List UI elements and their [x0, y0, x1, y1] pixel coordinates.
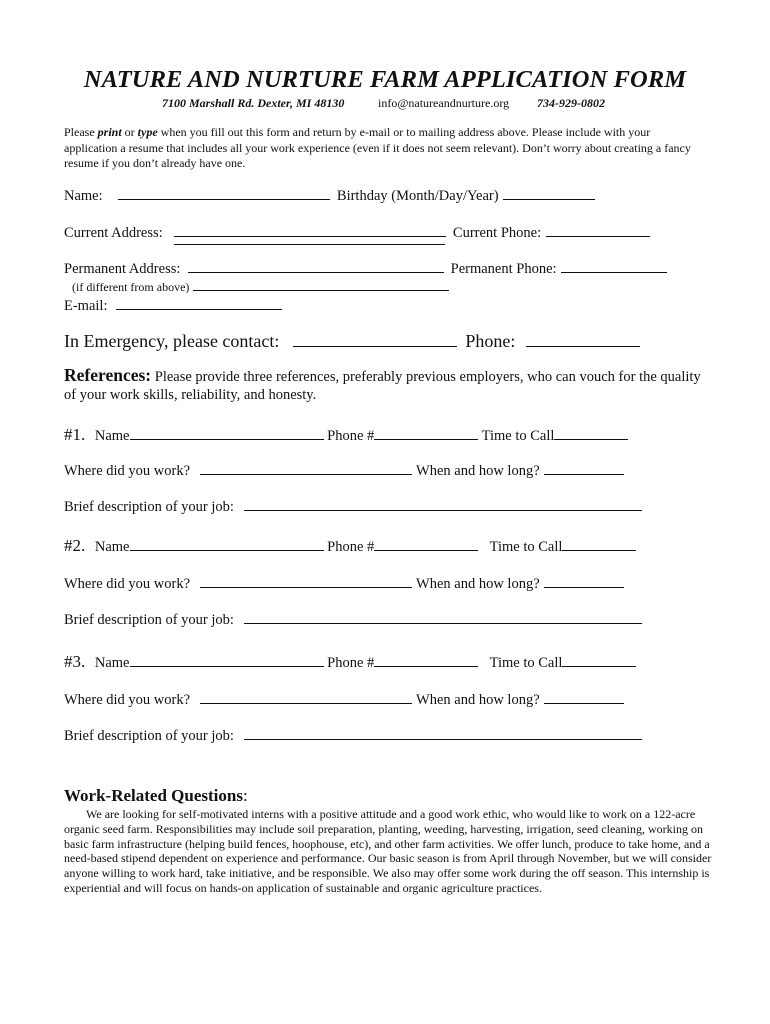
reference-number: #2.: [64, 536, 86, 555]
current-phone-label: Current Phone:: [452, 225, 542, 241]
reference-time-label: Time to Call: [489, 539, 563, 555]
form-title: NATURE AND NURTURE FARM APPLICATION FORM: [83, 66, 687, 93]
permanent-phone-label: Permanent Phone:: [450, 261, 557, 277]
permanent-phone-field[interactable]: [561, 260, 667, 273]
reference-2-when-field[interactable]: [544, 575, 624, 588]
reference-time-label: Time to Call: [489, 655, 563, 671]
where-label: Where did you work?: [64, 463, 191, 479]
name-field[interactable]: [118, 187, 330, 200]
reference-name-label: Name: [94, 539, 130, 555]
name-label: Name:: [64, 188, 103, 204]
reference-name-label: Name: [94, 428, 130, 444]
reference-3-work-row: [64, 691, 625, 709]
reference-3-name-field[interactable]: [130, 654, 324, 667]
reference-phone-label: Phone #: [327, 655, 375, 671]
reference-2-where-field[interactable]: [200, 575, 412, 588]
reference-2-work-row: [64, 575, 625, 593]
references-heading: References:: [64, 365, 152, 385]
reference-name-label: Name: [94, 655, 130, 671]
birthday-field[interactable]: [503, 187, 595, 200]
reference-phone-label: Phone #: [327, 539, 375, 555]
permanent-address-field[interactable]: [188, 260, 444, 273]
reference-3-brief-field[interactable]: [244, 727, 642, 740]
reference-number: #1.: [64, 425, 86, 444]
reference-3-when-field[interactable]: [544, 691, 624, 704]
reference-3-brief-row: [64, 727, 643, 745]
reference-2-row: [64, 536, 636, 556]
farm-phone: 734-929-0802: [537, 96, 605, 110]
intro-instructions: Please print or type when you fill out this form and return by e-mail or to mailing address above. Please include with your application a resume that includes all your work experience (even if it does not seem relevant). Don’t worry about creating a fancy resume if you don’t already have one.: [64, 125, 691, 170]
emergency-contact-field[interactable]: [293, 331, 457, 347]
current-address-field[interactable]: [174, 224, 446, 237]
reference-2-phone-field[interactable]: [374, 538, 478, 551]
emergency-label: In Emergency, please contact:: [64, 331, 280, 351]
references-description: Please provide three references, preferably previous employers, who can vouch for the quality of your work skills, reliability, and honesty.: [64, 369, 701, 403]
reference-1-time-field[interactable]: [554, 427, 628, 440]
reference-1-work-row: [64, 462, 625, 480]
current-address-field-line2[interactable]: [174, 244, 445, 245]
when-label: When and how long?: [416, 692, 540, 708]
where-label: Where did you work?: [64, 692, 191, 708]
reference-phone-label: Phone #: [327, 428, 375, 444]
email-label: E-mail:: [64, 298, 108, 314]
emergency-phone-label: Phone:: [465, 331, 516, 351]
reference-1-row: [64, 425, 628, 445]
reference-1-phone-field[interactable]: [374, 427, 478, 440]
farm-email[interactable]: info@natureandnurture.org: [378, 96, 510, 110]
reference-3-where-field[interactable]: [200, 691, 412, 704]
email-field[interactable]: [116, 297, 282, 310]
brief-label: Brief description of your job:: [64, 728, 234, 744]
current-address-label: Current Address:: [64, 225, 163, 241]
reference-2-name-field[interactable]: [130, 538, 324, 551]
farm-address: 7100 Marshall Rd. Dexter, MI 48130: [162, 96, 345, 110]
emergency-phone-field[interactable]: [526, 331, 640, 347]
if-different-label: (if different from above): [72, 280, 190, 294]
references-section: [64, 366, 704, 404]
when-label: When and how long?: [416, 576, 540, 592]
reference-3-time-field[interactable]: [562, 654, 636, 667]
reference-2-time-field[interactable]: [562, 538, 636, 551]
reference-3-row: [64, 652, 636, 672]
birthday-label: Birthday (Month/Day/Year): [336, 188, 499, 204]
reference-1-name-field[interactable]: [130, 427, 324, 440]
emergency-row: [64, 331, 641, 352]
current-phone-field[interactable]: [546, 224, 650, 237]
reference-1-brief-row: [64, 498, 643, 516]
reference-1-where-field[interactable]: [200, 462, 412, 475]
current-address-row: [64, 224, 651, 242]
permanent-address-row: [64, 260, 668, 278]
reference-1-brief-field[interactable]: [244, 498, 642, 511]
reference-number: #3.: [64, 652, 86, 671]
name-row: [64, 187, 596, 205]
brief-label: Brief description of your job:: [64, 612, 234, 628]
if-different-row: [72, 280, 450, 295]
reference-2-brief-row: [64, 611, 643, 629]
work-questions-heading: Work-Related Questions:: [64, 786, 248, 805]
work-questions-paragraph: We are looking for self-motivated interns with a positive attitude and a good work ethic, who would like to work on a 122-acre organic seed farm. Responsibilities may include soil preparation, planting, weeding, harvesting, irrigation, seed cleaning, working on basic farm infrastructure (helping build fences, hoophouse, etc), and other farm activities. We offer lunch, produce to take home, and a need-based stipend dependent on experience and performance. Our basic season is from April through November, but we will consider anyone willing to work hard, take initiative, and be responsible. We also may offer some work during the off season. This internship is experiential and will focus on hands-on application of sustainable and organic agriculture practices.: [64, 807, 712, 895]
permanent-address-field-line2[interactable]: [193, 280, 449, 291]
reference-1-when-field[interactable]: [544, 462, 624, 475]
reference-3-phone-field[interactable]: [374, 654, 478, 667]
email-row: [64, 297, 283, 315]
reference-2-brief-field[interactable]: [244, 611, 642, 624]
permanent-address-label: Permanent Address:: [64, 261, 181, 277]
where-label: Where did you work?: [64, 576, 191, 592]
reference-time-label: Time to Call: [481, 428, 555, 444]
when-label: When and how long?: [416, 463, 540, 479]
brief-label: Brief description of your job:: [64, 499, 234, 515]
